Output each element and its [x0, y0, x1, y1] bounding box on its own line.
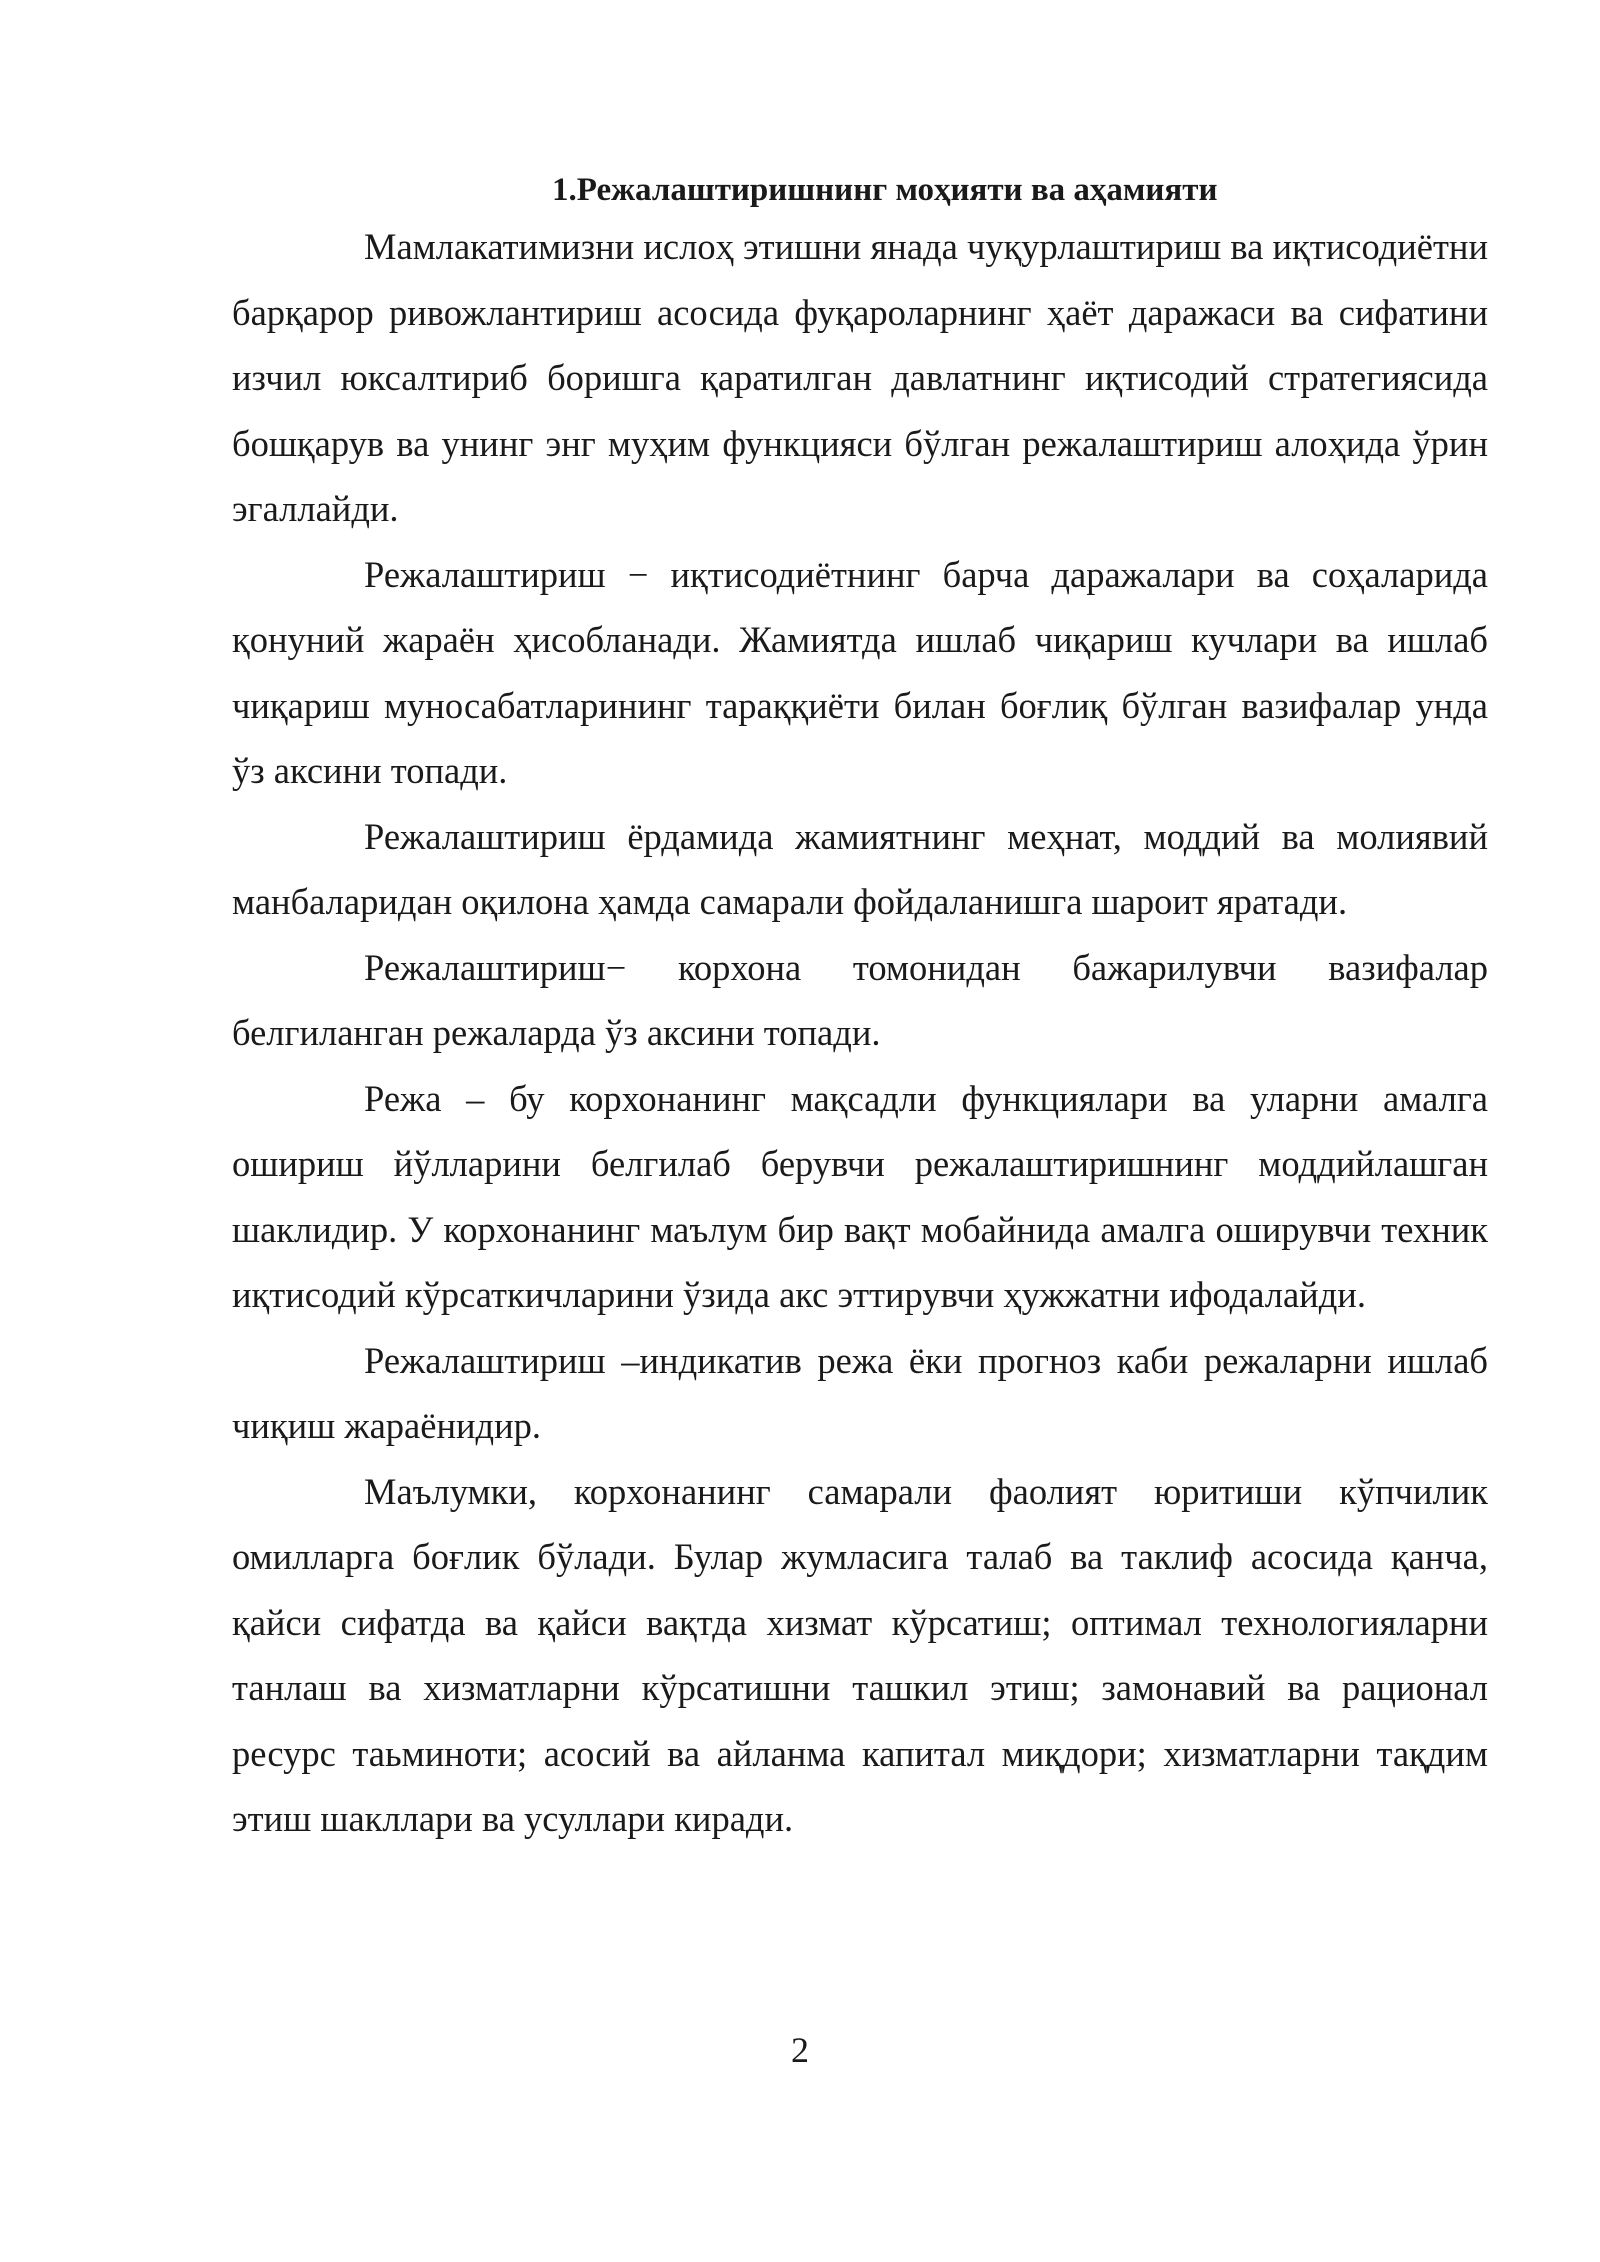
paragraph-5: Режа – бу корхонанинг мақсадли функциялари ва уларни амалга ошириш йўлларини белгилаб берувчи режалаштиришнинг моддийлашган шаклидир. У корхонанинг маълум бир вақт мобайнида амалга оширувчи техник иқтисодий кўрсаткичларини ўзида акс эттирувчи ҳужжатни ифодалайди. [232, 1077, 1488, 1315]
paragraph-2: Режалаштириш − иқтисодиётнинг барча даражалари ва соҳаларида қонуний жараён ҳисобланади. Жамиятда ишлаб чиқариш кучлари ва ишлаб чиқариш муносабатларининг тараққиёти билан боғлиқ бўлган вазифалар унда ўз аксини топади. [232, 553, 1488, 791]
section-heading: 1.Режалаштиришнинг моҳияти ва аҳамияти [552, 172, 1218, 208]
paragraph-6: Режалаштириш –индикатив режа ёки прогноз каби режаларни ишлаб чиқиш жараёнидир. [232, 1339, 1488, 1446]
page-content [232, 166, 1488, 1852]
paragraph-3: Режалаштириш ёрдамида жамиятнинг меҳнат, моддий ва молиявий манбаларидан оқилона ҳамда самарали фойдаланишга шароит яратади. [232, 815, 1488, 922]
paragraph-4: Режалаштириш− корхона томонидан бажарилувчи вазифалар белгиланган режаларда ўз аксини топади. [232, 946, 1488, 1053]
paragraph-7: Маълумки, корхонанинг самарали фаолият юритиши кўпчилик омилларга боғлик бўлади. Булар жумласига талаб ва таклиф асосида қанча, қайси сифатда ва қайси вақтда хизмат кўрсатиш; оптимал технологияларни танлаш ва хизматларни кўрсатишни ташкил этиш; замонавий ва рационал ресурс таьминоти; асосий ва айланма капитал миқдори; хизматларни тақдим этиш шакллари ва усуллари киради. [232, 1470, 1488, 1839]
page-number: 2 [791, 2030, 809, 2070]
paragraph-1: Мамлакатимизни ислоҳ этишни янада чуқурлаштириш ва иқтисодиётни барқарор ривожлантириш асосида фуқароларнинг ҳаёт даражаси ва сифатини изчил юксалтириб боришга қаратилган давлатнинг иқтисодий стратегиясида бошқарув ва унинг энг муҳим функцияси бўлган режалаштириш алоҳида ўрин эгаллайди. [232, 226, 1488, 529]
